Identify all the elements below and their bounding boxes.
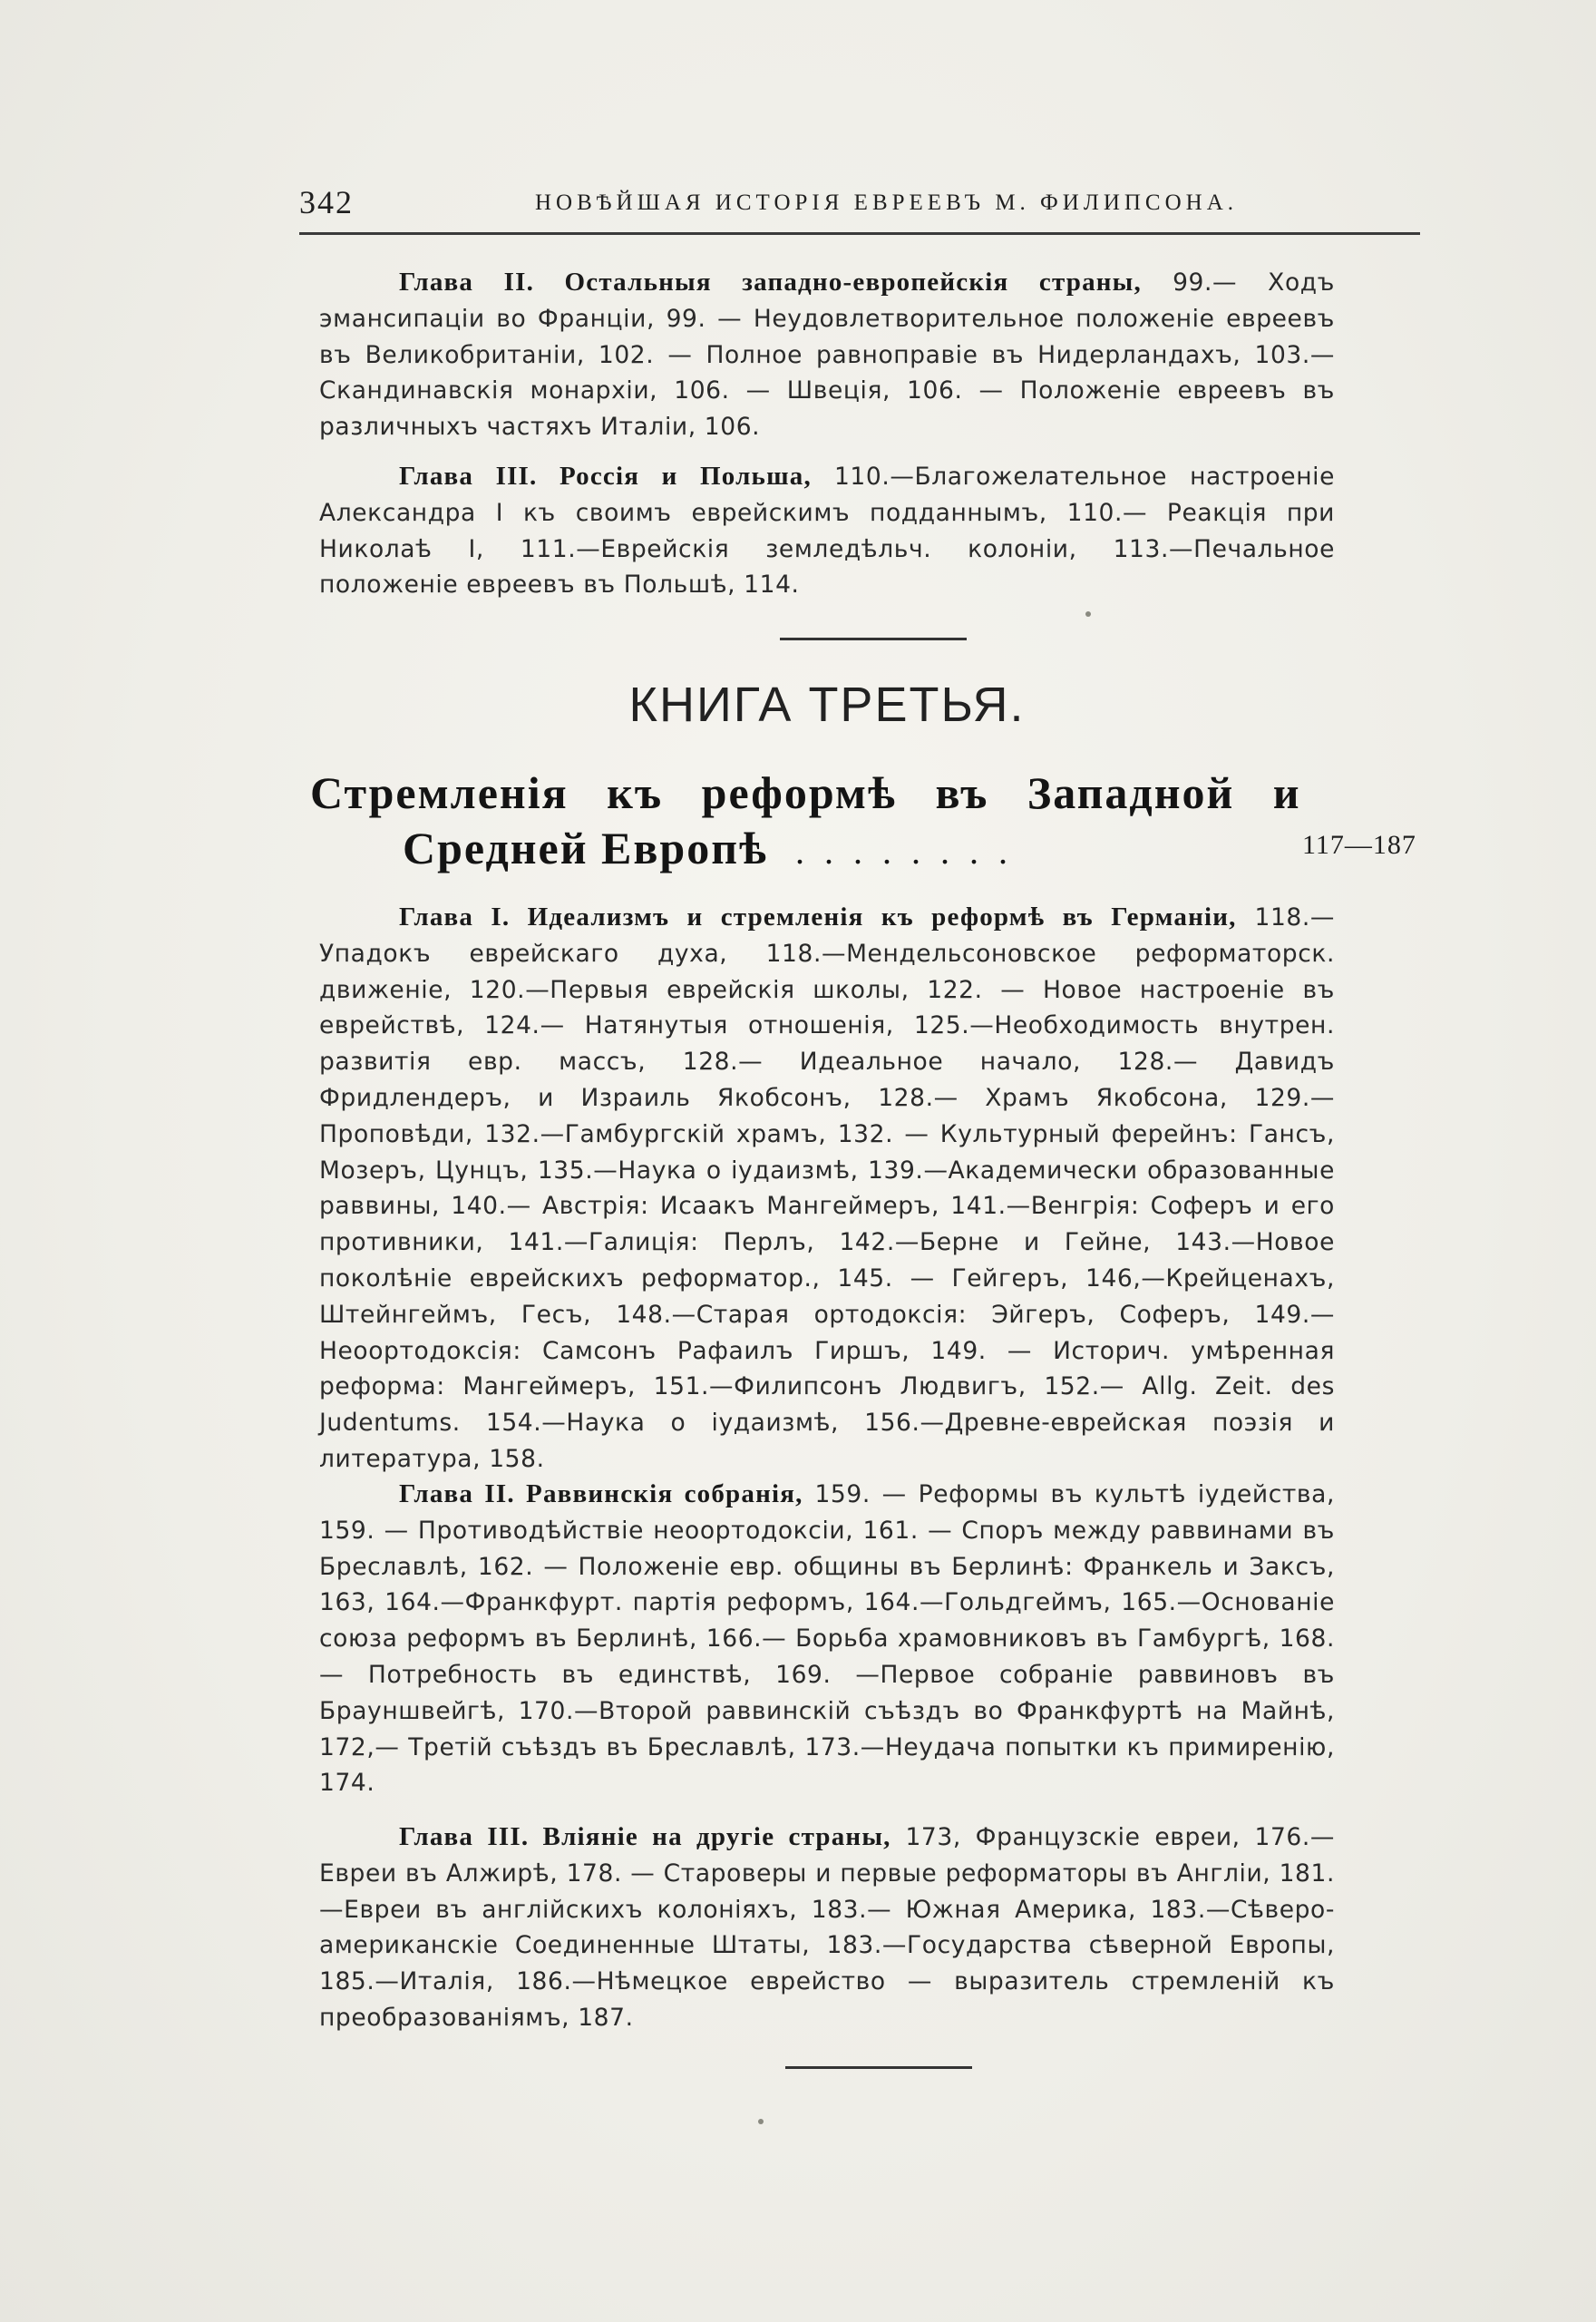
paper-speck [1085, 611, 1091, 617]
part-title-text: Средней Европѣ [403, 823, 769, 873]
intro-chapter-3 [319, 459, 1335, 603]
chapter-heading: Глава III. Вліяніе на другіе страны, [399, 1822, 891, 1851]
chapter-heading: Глава II. Остальныя западно-европейскія страны, [399, 268, 1142, 297]
chapter-3 [319, 1820, 1335, 2036]
page-range: 117—187 [1302, 830, 1416, 860]
chapter-2 [319, 1477, 1335, 1801]
chapter-1 [319, 900, 1335, 1478]
chapter-heading: Глава III. Россія и Польша, [399, 462, 812, 491]
part-title-line-2 [403, 822, 1027, 874]
leader-dots: ........ [795, 831, 1028, 872]
chapter-text: 118.— Упадокъ еврейскаго духа, 118.—Мендельсоновское реформаторск. движеніе, 120.—Первыя еврейскія школы, 122. — Новое настроеніе въ еврействѣ, 124.— Натянутыя отношенія, 125.—Необходимость внутрен. развитія евр. массъ, 128.— Идеальное начало, 128.— Давидъ Фридлендеръ, и Израиль Якобсонъ, 128.— Храмъ Якобсона, 129.— Проповѣди, 132.—Гамбургскій храмъ, 132. — Культурный ферейнъ: Гансъ, Мозеръ, Цунцъ, 135.—Наука о іудаизмѣ, 139.—Академически образованные раввины, 140.— Австрія: Исаакъ Мангеймеръ, 141.—Венгрія: Соферъ и его противники, 141.—Галиція: Перлъ, 142.—Берне и Гейне, 143.—Новое поколѣніе еврейскихъ реформатор., 145. — Гейгеръ, 146,—Крейценахъ, Штейнгеймъ, Гесъ, 148.—Старая ортодоксія: Эйгеръ, Соферъ, 149.—Неоортодоксія: Самсонъ Рафаилъ Гиршъ, 149. — Историч. умѣренная реформа: Мангеймеръ, 151.—Филипсонъ Людвигъ, 152.— Allg. Zeit. des Judentums. 154.—Наука о іудаизмѣ, 156.—Древне-еврейская поэзія и литература, 158. [319, 903, 1335, 1473]
part-title-line-1: Стремленія къ реформѣ въ Западной и [310, 767, 1301, 818]
book-title: КНИГА ТРЕТЬЯ. [628, 678, 1026, 732]
header-rule [299, 232, 1420, 235]
running-title: НОВѢЙШАЯ ИСТОРІЯ ЕВРЕЕВЪ М. ФИЛИПСОНА. [535, 190, 1239, 215]
chapter-text: 173, Французскіе евреи, 176.—Евреи въ Алжирѣ, 178. — Староверы и первые реформаторы въ Англіи, 181.—Евреи въ англійскихъ колоніяхъ, 183.— Южная Америка, 183.—Сѣверо-американскіе Соединенные Штаты, 183.—Государства сѣверной Европы, 185.—Италія, 186.—Нѣмецкое еврейство — выразитель стремленій къ преобразованіямъ, 187. [319, 1823, 1335, 2032]
chapter-heading: Глава I. Идеализмъ и стремленія къ реформѣ въ Германіи, [399, 902, 1237, 932]
paper-speck [758, 2119, 764, 2124]
chapter-text: 159. — Реформы въ культѣ іудейства, 159. — Противодѣйствіе неоортодоксіи, 161. — Споръ между раввинами въ Бреславлѣ, 162. — Положеніе евр. общины въ Берлинѣ: Франкель и Заксъ, 163, 164.—Франкфурт. партія реформъ, 164.—Гольдгеймъ, 165.—Основаніе союза реформъ въ Берлинѣ, 166.— Борьба храмовниковъ въ Гамбургѣ, 168.— Потребность въ единствѣ, 169. —Первое собраніе раввиновъ въ Брауншвейгѣ, 170.—Второй раввинскій съѣздъ во Франкфуртѣ на Майнѣ, 172,— Третій съѣздъ въ Бреславлѣ, 173.—Неудача попытки къ примиренію, 174. [319, 1480, 1336, 1798]
page-number: 342 [299, 184, 354, 220]
chapter-text: 110.—Благожелательное настроеніе Александра I къ своимъ еврейскимъ подданнымъ, 110.— Реакція при Николаѣ I, 111.—Еврейскія земледѣльч. колоніи, 113.—Печальное положеніе евреевъ въ Польшѣ, 114. [319, 463, 1335, 600]
intro-chapter-2 [319, 265, 1335, 445]
end-divider [785, 2066, 972, 2069]
section-divider [780, 638, 967, 640]
chapter-text: 99.— Ходъ эмансипаціи во Франціи, 99. — Неудовлетворительное положеніе евреевъ въ Великобританіи, 102. — Полное равноправіе въ Нидерландахъ, 103.—Скандинавскія монархіи, 106. — Швеція, 106. — Положеніе евреевъ въ различныхъ частяхъ Италіи, 106. [319, 268, 1335, 442]
page-header [299, 183, 1424, 220]
chapter-heading: Глава II. Раввинскія собранія, [399, 1479, 803, 1508]
